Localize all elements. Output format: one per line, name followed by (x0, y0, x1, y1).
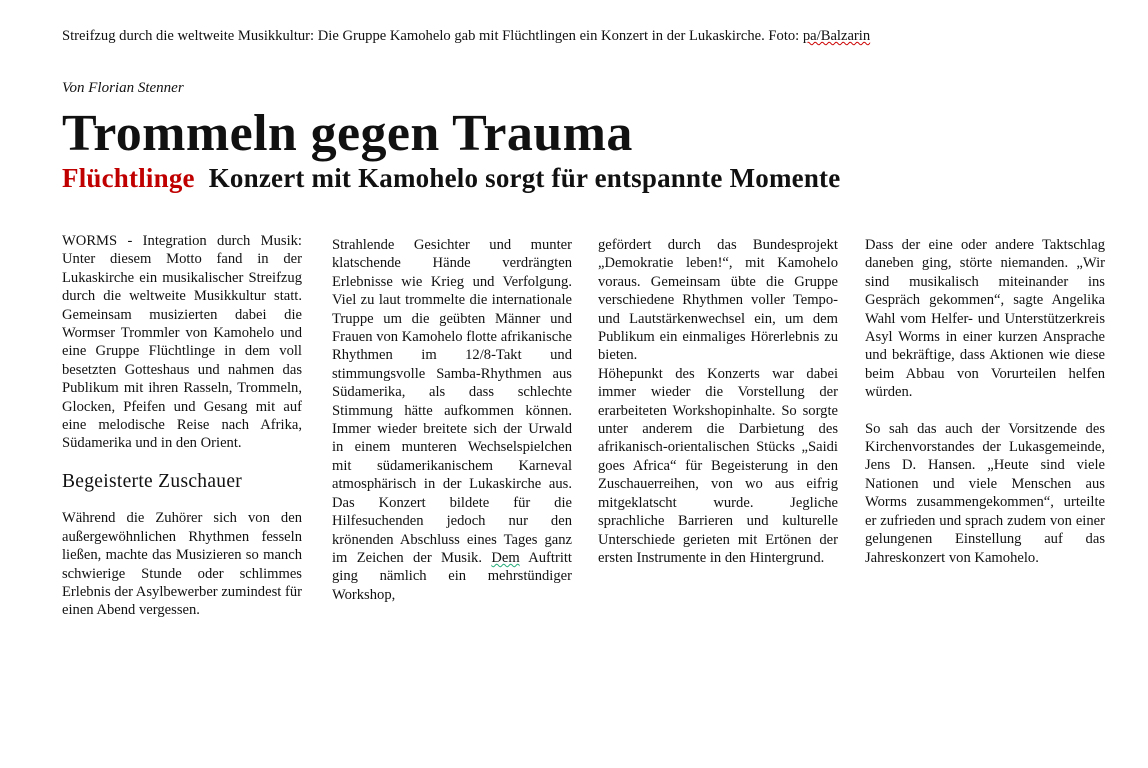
paragraph: Höhepunkt des Konzerts war dabei immer wieder die Vorstellung der erarbeiteten Workshopinhalte. So sorgte unter anderem die Darbietung des afrikanisch-orientalischen Stücks „Saidi goes Africa“ für Begeisterung in den Zuschauerreihen, von wo aus eifrig mitgeklatscht wurde. Jegliche sprachliche Barrieren und kulturelle Unterschiede gerieten mit Ertönen der ersten Instrumente in den Hintergrund. (598, 365, 838, 566)
subhead-text: Konzert mit Kamohelo sorgt für entspannte Momente (208, 163, 841, 193)
photo-caption (62, 28, 1122, 45)
paragraph-text: Strahlende Gesichter und munter klatschende Hände verdrängten Erlebnisse wie Krieg und Verfolgung. Viel zu laut trommelte die internationale Truppe um die geübten Männer und Frauen von Kamohelo flotte afrikanische Rhythmen im 12/8-Takt und stimmungsvolle Samba-Rhythmen aus Südamerika, als dass schlechte Stimmung hätte aufkommen können. Immer wieder breitete sich der Urwald in einem munteren Wechselspielchen mit südamerikanischem Karneval atmosphärisch in der Lukaskirche aus. Das Konzert bildete für die Hilfesuchenden jedoch nur den krönenden Abschluss eines Tages ganz im Zeichen der Musik. (332, 237, 572, 566)
paragraph: gefördert durch das Bundesprojekt „Demokratie leben!“, mit Kamohelo voraus. Gemeinsam übte die Gruppe verschiedene Rhythmen voller Tempo- und Lautstärkenwechsel ein, um dem Publikum ein einmaliges Hörerlebnis zu bieten. (598, 237, 838, 364)
subheadline (62, 163, 840, 194)
caption-text: Streifzug durch die weltweite Musikkultur: Die Gruppe Kamohelo gab mit Flüchtlingen ein Konzert in der Lukaskirche. Foto: (62, 28, 803, 44)
kicker: Flüchtlinge (62, 163, 195, 193)
section-subheading: Begeisterte Zuschauer (62, 470, 243, 492)
paragraph: WORMS - Integration durch Musik: Unter diesem Motto fand in der Lukaskirche ein musikalischer Streifzug durch die weltweite Musikkultur statt. Gemeinsam musizierten dabei die Wormser Trommler von Kamohelo und eine Gruppe Flüchtlinge in dem voll besetzten Gotteshaus und nahmen das Publikum mit ihren Rasseln, Trommeln, Glocken, Pfeifen und Gesang mit auf eine melodische Reise nach Afrika, Südamerika und in den Orient. (62, 233, 302, 452)
article-column-3 (598, 236, 838, 567)
paragraph: Dass der eine oder andere Taktschlag daneben ging, störte niemanden. „Wir sind musikalisch miteinander ins Gespräch gekommen“, sagte Angelika Wahl vom Helfer- und Unterstützerkreis Asyl Worms in einer kurzen Ansprache und bekräftige, dass Aktionen wie diese beim Abbau von Vorurteilen helfen würden. (865, 237, 1105, 401)
paragraph: So sah das auch der Vorsitzende des Kirchenvorstandes der Lukasgemeinde, Jens D. Hansen. „Heute sind viele Nationen und viele Menschen aus Worms zusammengekommen“, urteilte er zufrieden und sprach zudem von einer gelungenen Einstellung auf das Jahreskonzert von Kamohelo. (865, 420, 1105, 566)
article-column-1 (62, 232, 302, 620)
paragraph-text: Auftritt ging nämlich ein mehrstündiger Workshop, (332, 549, 572, 603)
headline: Trommeln gegen Trauma (62, 105, 633, 162)
spellcheck-marked-word: Dem (491, 549, 520, 566)
paragraph: Während die Zuhörer sich von den außergewöhnlichen Rhythmen fesseln ließen, machte das Musizieren so manch schwierige Stunde oder schlimmes Erlebnis der Asylbewerber zumindest für einen Abend vergessen. (62, 510, 302, 619)
paragraph (332, 236, 572, 604)
photo-credit: pa/Balzarin (802, 28, 871, 44)
article-column-2 (332, 236, 572, 604)
article-column-4 (865, 236, 1105, 567)
byline: Von Florian Stenner (62, 80, 184, 96)
